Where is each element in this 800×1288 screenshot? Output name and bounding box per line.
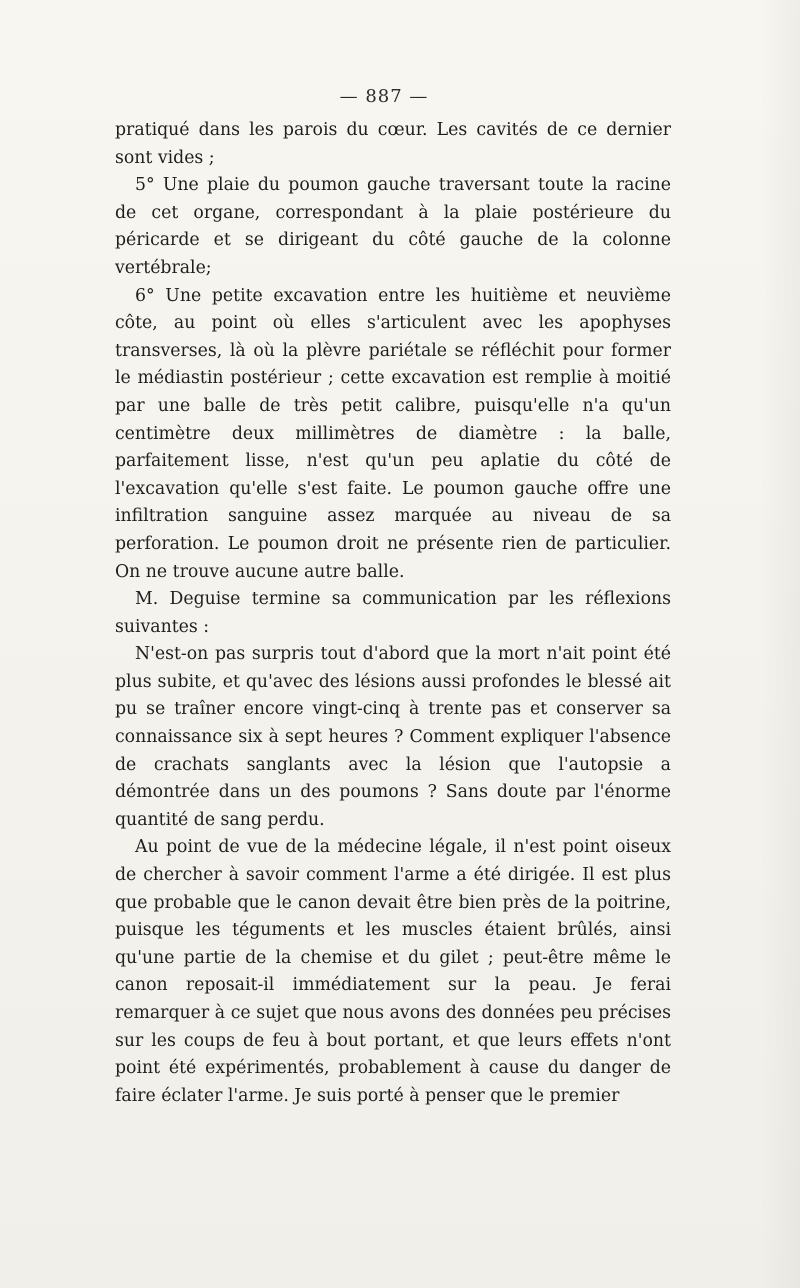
page-number: — 887 — bbox=[339, 86, 429, 107]
paragraph-continuation: pratiqué dans les parois du cœur. Les cavités de ce dernier sont vides ; bbox=[115, 120, 671, 168]
body-text bbox=[115, 117, 671, 1110]
paragraph-item-5: 5° Une plaie du poumon gauche traversant toute la racine de cet organe, correspondant à la plaie postérieure du péricarde et se dirigeant du côté gauche de la colonne vertébrale; bbox=[115, 175, 671, 278]
paragraph-intro-reflections: M. Deguise termine sa communication par les réflexions suivantes : bbox=[115, 589, 671, 637]
paragraph-item-6: 6° Une petite excavation entre les huitième et neuvième côte, au point où elles s'articulent avec les apophyses transverses, là où la plèvre pariétale se réfléchit pour former le médiastin postérieur ; cette excavation est remplie à moitié par une balle de très petit calibre, puisqu'elle n'a qu'un centimètre deux millimètres de diamètre : la balle, parfaitement lisse, n'est qu'un peu aplatie du côté de l'excavation qu'elle s'est faite. Le poumon gauche offre une infiltration sanguine assez marquée au niveau de sa perforation. Le poumon droit ne présente rien de particulier. On ne trouve aucune autre balle. bbox=[115, 285, 671, 582]
page-edge-shadow bbox=[760, 0, 800, 1288]
paragraph-reflection-2: Au point de vue de la médecine légale, il n'est point oiseux de chercher à savoir comment l'arme a été dirigée. Il est plus que probable que le canon devait être bien près de la poitrine, puisque les téguments et les muscles étaient brûlés, ainsi qu'une partie de la chemise et du gilet ; peut-être même le canon reposait-il immédiatement sur la peau. Je ferai remarquer à ce sujet que nous avons des données peu précises sur les coups de feu à bout portant, et que leurs effets n'ont point été expérimentés, probablement à cause du danger de faire éclater l'arme. Je suis porté à penser que le premier bbox=[115, 837, 671, 1106]
paragraph-reflection-1: N'est-on pas surpris tout d'abord que la mort n'ait point été plus subite, et qu'avec des lésions aussi profondes le blessé ait pu se traîner encore vingt-cinq à trente pas et conserver sa connaissance six à sept heures ? Comment expliquer l'absence de crachats sanglants avec la lésion que l'autopsie a démontrée dans un des poumons ? Sans doute par l'énorme quantité de sang perdu. bbox=[115, 644, 671, 830]
